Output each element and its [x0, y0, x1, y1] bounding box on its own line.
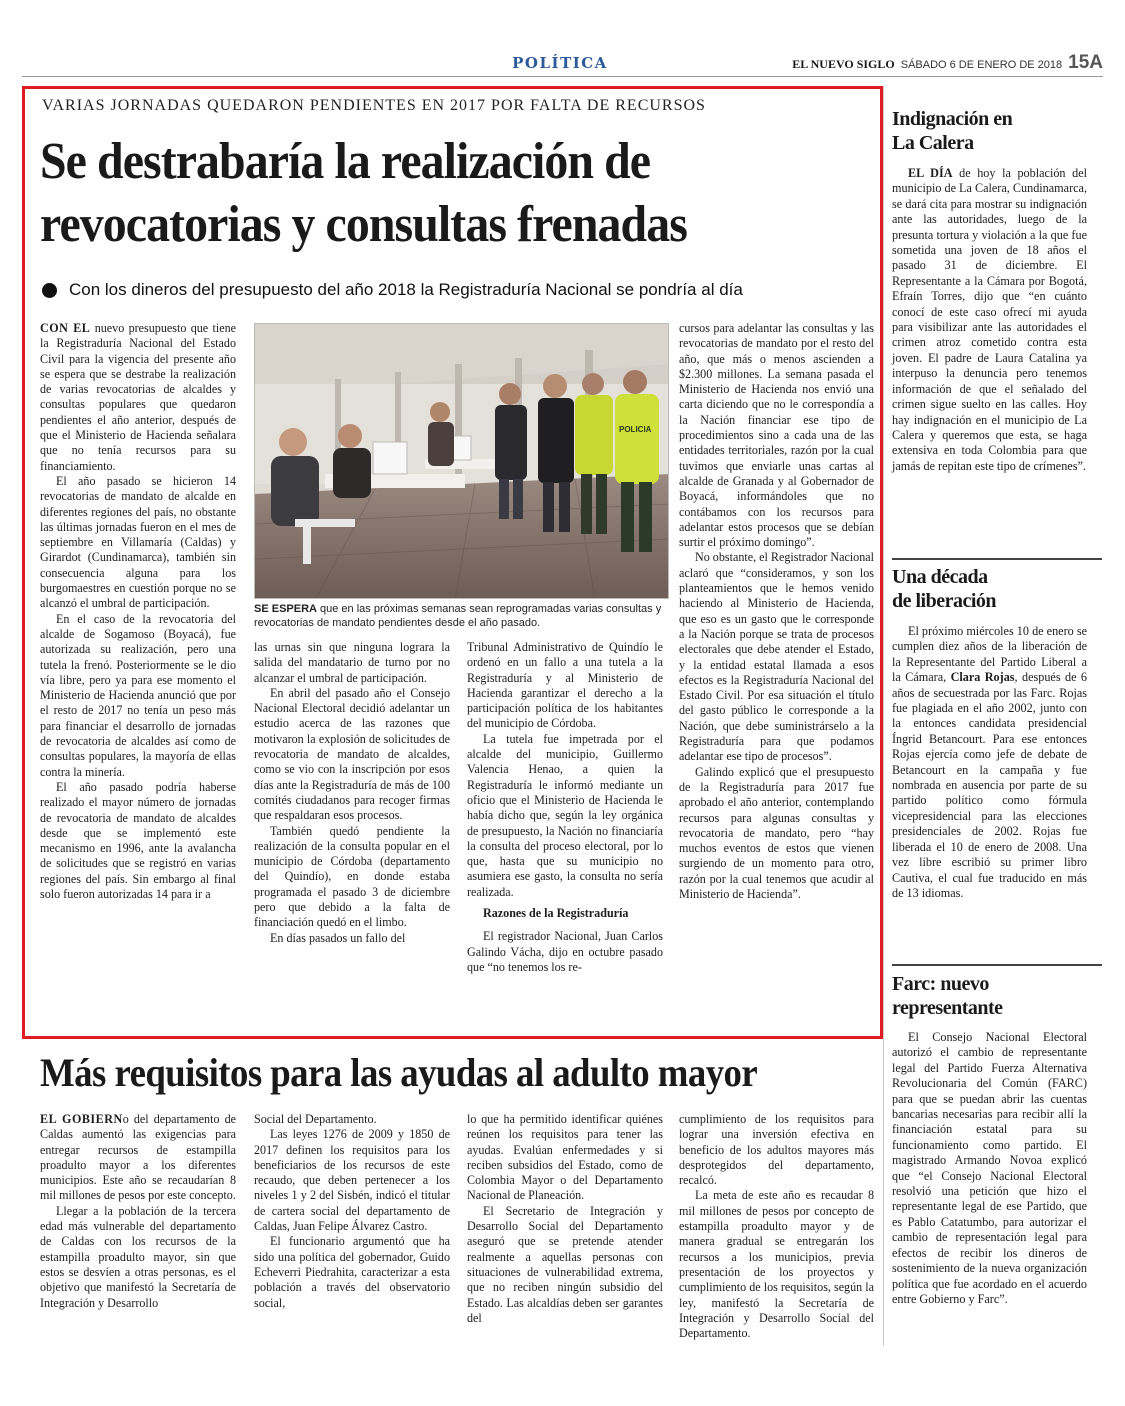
main-lead-word: CON EL	[40, 321, 91, 335]
main-col1-para: El año pasado podría haberse realizado el mayor número de jornadas de revocatoria de mandato de alcaldes desde que se implementó este mecanismo en 1996, ante la avalancha de solicitudes que se registró en varias regiones del país. Sin embargo al final solo fueron autorizadas 14 para ir a	[40, 779, 236, 901]
main-col2-para: las urnas sin que ninguna lograra la salida del mandatario de turno por no alcanzar el umbral de participación.	[254, 640, 450, 685]
main-column-4	[679, 321, 874, 902]
main-col3-para: Tribunal Administrativo de Quindío le ordenó en un fallo a una tutela a la Registraduría y al Ministerio de Hacienda garantizar el derecho a la participación política de los habitantes del municipio de Córdoba.	[467, 640, 663, 731]
main-col1-para: En el caso de la revocatoria del alcalde de Sogamoso (Boyacá), fue autorizada su realización, pero una tutela la frenó. Posteriormente se le dio vía libre, pero ya para ese momento el Ministerio de Hacienda anunció que por el resto de 2017 no tenía un peso más para financiar el desarrollo de jornadas de revocatoria de alcaldes así como de consultas populares, la mayoría de ellas contra la minería.	[40, 611, 236, 779]
sidebar-rule	[892, 964, 1102, 966]
main-subhead: Razones de la Registraduría	[483, 906, 629, 921]
police-vest-label: POLICIA	[619, 425, 652, 434]
bullet-icon	[42, 283, 57, 298]
header-rule	[22, 76, 1103, 77]
main-col3-para: La tutela fue impetrada por el alcalde del municipio, Guillermo Valencia Henao, a quien la Registraduría le informó mediante un oficio que el Ministerio de Hacienda le había dicho que, según la ley orgánica de presupuesto, la Nación no financiaría la consulta del proceso electoral, por lo que, hasta que su municipio no asumiera ese gasto, la consulta no sería realizada.	[467, 731, 663, 899]
sidebar-title-liberacion: Una década de liberación	[892, 566, 997, 612]
main-col4-para: No obstante, el Registrador Nacional aclaró que “consideramos, y son los planteamientos que le hemos venido haciendo al Ministerio de Hacienda, que eso es un gasto que le corresponde a la Nación porque se trata de procesos electorales que debe atender el Estado, y la entidad estatal llamada a esos efectos es la Registraduría Nacional del Estado Civil. Por esa situación el título del gasto público le corresponde a la Nación, que debe suministrárselo a la Registraduría para que podamos adelantar ese tipo de procesos”.	[679, 550, 875, 764]
main-column-2	[254, 640, 450, 946]
sidebar-separator	[883, 86, 884, 1346]
main-kicker: VARIAS JORNADAS QUEDARON PENDIENTES EN 2017 POR FALTA DE RECURSOS	[42, 97, 706, 114]
main-col2-para: En abril del pasado año el Consejo Nacional Electoral decidió adelantar un estudio acerca de las razones que motivaron la explosión de solicitudes de revocatoria de mandato de alcaldes, como se vio con la inscripción por esos días ante la Registraduría de más de 100 comités ciudadanos para recoger firmas que respaldaran esos procesos.	[254, 685, 450, 823]
masthead	[792, 52, 1103, 74]
main-headline	[40, 130, 804, 256]
main-col3-para: El registrador Nacional, Juan Carlos Galindo Vácha, dijo en octubre pasado que “no tenemos los re-	[467, 929, 663, 974]
main-headline-line2: revocatorias y consultas frenadas	[40, 196, 687, 253]
second-column-2: Social del Departamento. Las leyes 1276 de 2009 y 1850 de 2017 definen los requisitos para los beneficiarios de los recursos de este recaudo, que deben pertenecer a los niveles 1 y 2 del Sisbén, indicó el titular de cartera social del departamento de Caldas, Juan Felipe Álvarez Castro. El funcionario argumentó que ha sido una política del gobernador, Guido Echeverri Piedrahita, caracterizar a esta población a través del observatorio social,	[254, 1112, 450, 1310]
main-headline-line1: Se destrabaría la realización de	[40, 133, 651, 190]
sidebar-body-liberacion: El próximo miércoles 10 de enero se cumplen diez años de la liberación de la Representante del Partido Liberal a la Cámara, Clara Rojas, después de 6 años de secuestrada por las Farc. Rojas fue plagiada en el año 2002, junto con la entonces candidata presidencial Íngrid Betancourt. Para ese entonces Rojas ejercía como jefe de debate de Betancourt en la campaña y fue nombrada en ausencia por parte de su partido político como fórmula vicepresidencial para las elecciones presidenciales de 2002. Rojas fue liberada el 10 de enero de 2008. Una vez libre escribió su primer libro Cautiva, el cual fue traducido en más de 13 idiomas.	[892, 624, 1087, 900]
second-column-3: lo que ha permitido identificar quiénes reúnen los requisitos para tener las ayudas. Evalúan enfermedades y si reciben subsidios del Estado, como de Colombia Mayor o del Departamento Nacional de Planeación. El Secretario de Integración y Desarrollo Social del Departamento aseguró que se pretende atender realmente a aquellas personas con situaciones de vulnerabilidad extrema, que no reciben ningún subsidio del Estado. Las alcaldías deben ser garantes del	[467, 1112, 663, 1325]
main-dek-text: Con los dineros del presupuesto del año 2018 la Registraduría Nacional se pondría al día	[69, 280, 743, 299]
main-col4-para: cursos para adelantar las consultas y las revocatorias de mandato por el resto del año, que más o menos ascienden a $2.300 millones. La semana pasada el Ministerio de Hacienda nos envió una carta diciendo que no le correspondía a la Nación financiar ese tipo de procedimientos sino a cada una de las entidades territoriales, razón por la cual tuvimos que enviarle unas cartas al alcalde de Granada y al Gobernador de Boyacá, informándoles que no contábamos con los recursos para adelantar estos procesos que se debían surtir el próximo domingo”.	[679, 321, 874, 550]
main-col1-para: CON EL nuevo presupuesto que tiene la Registraduría Nacional del Estado Civil para la vigencia del presente año se espera que se destrabe la realización de varias revocatorias de alcaldes y consultas populares que quedaron pendientes el año anterior, después de que el Ministerio de Hacienda señalara que no tenía recursos para su financiamiento.	[40, 321, 237, 473]
second-headline: Más requisitos para las ayudas al adulto mayor	[40, 1050, 758, 1095]
sidebar-body-calera: EL DÍA de hoy la población del municipio de La Calera, Cundinamarca, se dará cita para mostrar su indignación ante las autoridades, luego de la presunta tortura y violación a la que fue sometida una joven de 18 años el pasado 31 de diciembre. El Representante a la Cámara por Bogotá, Efraín Torres, dijo que “en cuánto conocí de este caso ofrecí mi ayuda para visibilizar ante las autoridades el crimen atroz cometido contra esta joven. El padre de Laura Catalina ya interpuso la denuncia pero tenemos información de que el señalado del crimen sigue suelto en las calles. Hoy hay indignación en el municipio de La Calera y queremos que esta, se haga extensiva en toda Colombia para que jamás de repitan este tipo de crímenes”.	[892, 166, 1088, 473]
main-col1-para: El año pasado se hicieron 14 revocatorias de mandato de alcalde en diferentes regiones del país, no obstante las últimas jornadas fueron en el mes de septiembre en Villamaría (Caldas) y Girardot (Cundinamarca), también sin consecuencia alguna para los burgomaestres en cuestión porque no se alcanzó el umbral de participación.	[40, 473, 236, 611]
caption-text: que en las próximas semanas sean reprogramadas varias consultas y revocatorias de mandato pendientes desde el año pasado.	[254, 603, 662, 629]
photo-caption	[254, 602, 669, 630]
photo-illustration	[255, 324, 669, 599]
second-column-1: EL GOBIERNo del departamento de Caldas aumentó las exigencias para entregar recursos de estampilla proadulto mayor a los diferentes municipios. Este año se recaudarían 8 mil millones de pesos por este concepto. Llegar a la población de la tercera edad más vulnerable del departamento de Caldas con los recursos de la estampilla proadulto mayor, sin que estos se desvíen a otras personas, es el objetivo que manifestó la Secretaría de Integración y Desarrollo	[40, 1112, 237, 1310]
main-column-3	[467, 640, 663, 975]
second-column-4: cumplimiento de los requisitos para lograr una inversión efectiva en beneficio de los adultos mayores más desprotegidos del departamento, recalcó. La meta de este año es recaudar 8 mil millones de pesos por concepto de estampilla proadulto mayor y de manera gradual se entregarán los recursos a los municipios, previa presentación de los proyectos y cumplimiento de los requisitos, según la ley, manifestó la Secretaría de Integración y Desarrollo Social del Departamento.	[679, 1112, 874, 1341]
sidebar-title-calera: Indignación en La Calera	[892, 108, 1013, 154]
main-col2-para: También quedó pendiente la realización de la consulta popular en el municipio de Córdoba (departamento del Quindío), en donde estaba programada el pasado 3 de diciembre pero que debido a la falta de financiación quedó en el limbo.	[254, 823, 450, 930]
main-dek	[42, 280, 743, 300]
sidebar-rule	[892, 558, 1102, 560]
paper-name: EL NUEVO SIGLO	[792, 57, 895, 71]
main-col2-para: En días pasados un fallo del	[270, 930, 406, 945]
main-column-1	[40, 321, 236, 902]
sidebar-body-farc: El Consejo Nacional Electoral autorizó el cambio de representante legal del Partido Fuerza Alternativa Revolucionaria del Común (FARC) para que se puedan abrir las cuentas bancarias necesarias para recibir allí la financiación estatal para su funcionamiento como partido. El magistrado Armando Novoa explicó que “el Consejo Nacional Electoral resolvió una petición que hizo el representante legal de ese Partido, que es Pablo Catatumbo, para autorizar el cambio de representación legal para efectos de recibir los dineros de sostenimiento de la nueva organización política que fue acordado en el acuerdo entre Gobierno y Farc”.	[892, 1030, 1087, 1306]
second-lead-word: EL GOBIERN	[40, 1112, 123, 1126]
caption-lead: SE ESPERA	[254, 603, 317, 615]
section-label: POLÍTICA	[512, 54, 608, 72]
issue-date: SÁBADO 6 DE ENERO DE 2018	[900, 59, 1063, 71]
sidebar-title-farc: Farc: nuevo representante	[892, 973, 1003, 1019]
main-col4-para: Galindo explicó que el presupuesto de la Registraduría para 2017 fue aprobado el año anterior, contemplando recursos para algunas consultas y revocatoria de mandato, pero “hay muchos eventos de estos que vienen surgiendo de un momento para otro, razón por la cual tenemos que acudir al Ministerio de Hacienda”.	[679, 764, 874, 901]
news-photo	[254, 323, 669, 599]
page-number: 15A	[1068, 52, 1103, 73]
